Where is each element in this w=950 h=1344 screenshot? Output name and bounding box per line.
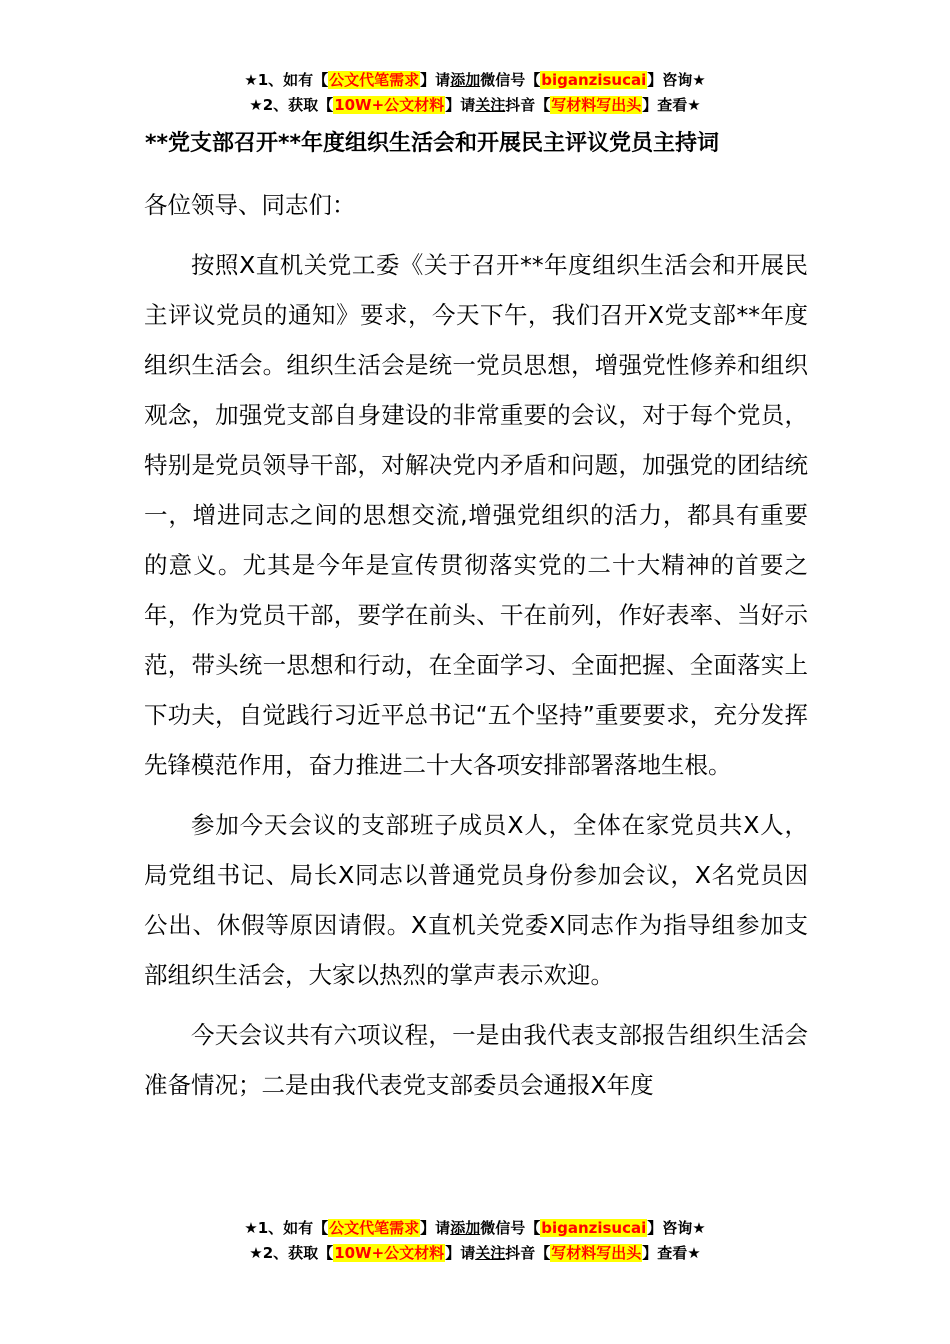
document-body	[144, 180, 808, 1110]
highlight-wechat-id: biganzisucai	[541, 71, 647, 89]
highlight-materials: 10W+公文材料	[334, 96, 445, 114]
paragraph: 按照X直机关党工委《关于召开**年度组织生活会和开展民主评议党员的通知》要求，今天下午，我们召开X党支部**年度组织生活会。组织生活会是统一党员思想，增强党性修养和组织观念，加强党支部自身建设的非常重要的会议，对于每个党员，特别是党员领导干部，对解决党内矛盾和问题，加强党的团结统一，增进同志之间的思想交流,增强党组织的活力，都具有重要的意义。尤其是今年是宣传贯彻落实党的二十大精神的首要之年，作为党员干部，要学在前头、干在前列，作好表率、当好示范，带头统一思想和行动，在全面学习、全面把握、全面落实上下功夫，自觉践行习近平总书记“五个坚持”重要要求，充分发挥先锋模范作用，奋力推进二十大各项安排部署落地生根。	[144, 251, 808, 779]
promo-banner-top	[0, 68, 950, 118]
highlight-service: 公文代笔需求	[329, 71, 420, 89]
document-title: **党支部召开**年度组织生活会和开展民主评议党员主持词	[145, 131, 720, 156]
highlight-douyin-account: 写材料写出头	[551, 96, 642, 114]
highlight-service: 公文代笔需求	[329, 1219, 420, 1237]
paragraph: 参加今天会议的支部班子成员X人，全体在家党员共X人，局党组书记、局长X同志以普通党员身份参加会议，X名党员因公出、休假等原因请假。X直机关党委X同志作为指导组参加支部组织生活会，大家以热烈的掌声表示欢迎。	[144, 811, 808, 989]
highlight-materials: 10W+公文材料	[334, 1244, 445, 1262]
promo-line-1: ★1、如有【公文代笔需求】请添加微信号【biganzisucai】咨询★	[244, 1219, 706, 1237]
highlight-douyin-account: 写材料写出头	[551, 1244, 642, 1262]
greeting: 各位领导、同志们：	[144, 191, 356, 219]
promo-line-2: ★2、获取【10W+公文材料】请关注抖音【写材料写出头】查看★	[249, 1244, 701, 1262]
promo-banner-bottom	[0, 1216, 950, 1266]
paragraph: 今天会议共有六项议程，一是由我代表支部报告组织生活会准备情况；二是由我代表党支部委员会通报X年度	[144, 1021, 808, 1099]
promo-line-1: ★1、如有【公文代笔需求】请添加微信号【biganzisucai】咨询★	[244, 71, 706, 89]
highlight-wechat-id: biganzisucai	[541, 1219, 647, 1237]
promo-line-2: ★2、获取【10W+公文材料】请关注抖音【写材料写出头】查看★	[249, 96, 701, 114]
